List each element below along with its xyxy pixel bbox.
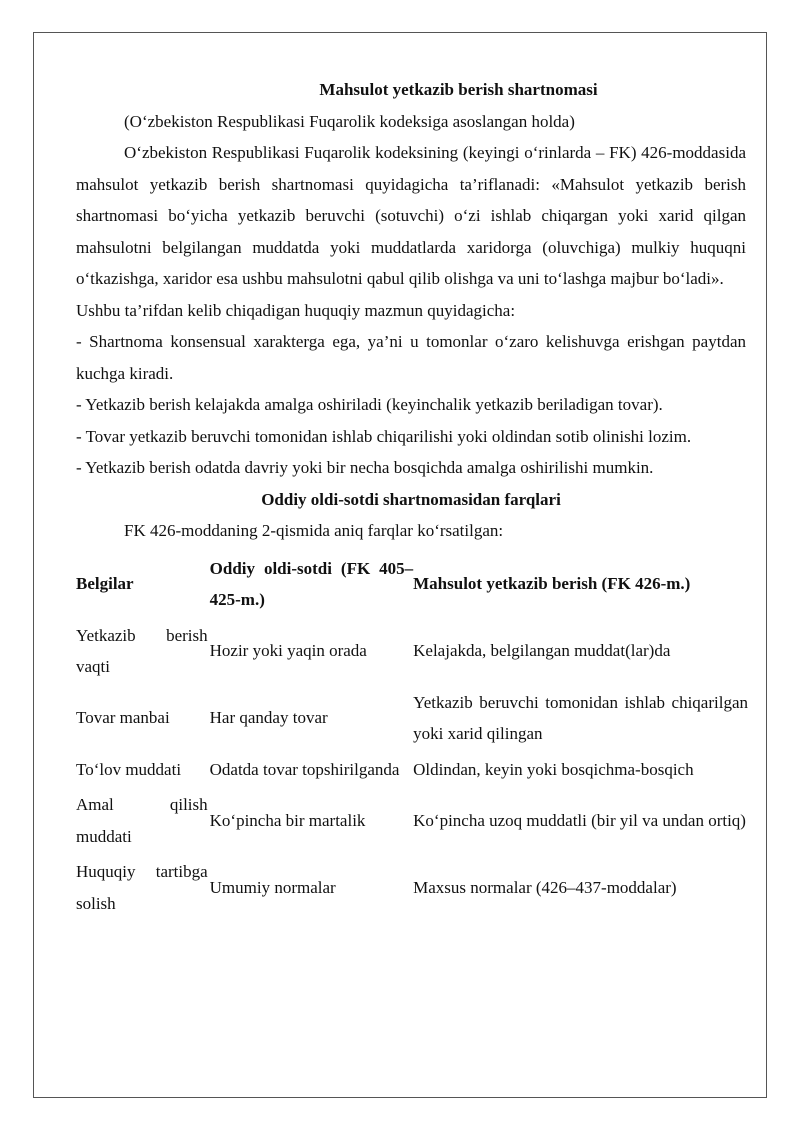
table-header-cell: Belgilar [76,574,134,594]
bullet-item: - Yetkazib berish kelajakda amalga oshiriladi (keyinchalik yetkazib beriladigan tovar). [76,395,663,414]
comparison-table [76,551,748,922]
content-intro: Ushbu ta’rifdan kelib chiqadigan huquqiy mazmun quyidagicha: [76,300,516,320]
table-row [76,618,748,685]
document-title: Mahsulot yetkazib berish shartnomasi [319,80,598,99]
section-intro: FK 426-moddaning 2-qismida aniq farqlar ko‘rsatilgan: [124,521,504,540]
bullet-item: - Tovar yetkazib beruvchi tomonidan ishlab chiqarilishi yoki oldindan sotib olinishi lozim. [76,426,692,446]
table-cell: Hozir yoki yaqin orada [209,641,367,661]
table-cell: Huquqiy tartibga solish [76,862,208,913]
document-subtitle: (O‘zbekiston Respublikasi Fuqarolik kodeksiga asoslangan holda) [124,111,575,131]
bullet-item: - Yetkazib berish odatda davriy yoki bir necha bosqichda amalga oshirilishi mumkin. [76,458,654,477]
table-row [76,787,748,854]
table-cell: Tovar manbai [76,708,170,728]
table-row [76,752,748,788]
document-body [76,74,746,921]
table-cell: Amal qilish muddati [76,795,208,846]
bullet-item: - Shartnoma konsensual xarakterga ega, ya’ni u tomonlar o‘zaro kelishuvga erishgan paytdan kuchga kiradi. [76,332,746,383]
table-cell: Oldindan, keyin yoki bosqichma-bosqich [413,759,694,779]
table-cell: Umumiy normalar [209,877,336,897]
table-cell: Odatda tovar topshirilganda [209,759,400,779]
table-row [76,854,748,921]
table-header-row [76,551,748,618]
table-row [76,685,748,752]
table-header-cell: Oddiy oldi-sotdi (FK 405–425-m.) [209,558,414,609]
table-cell: Maxsus normalar (426–437-moddalar) [413,877,677,897]
section-title: Oddiy oldi-sotdi shartnomasidan farqlari [261,489,561,509]
table-cell: Ko‘pincha bir martalik [209,810,366,830]
intro-paragraph: O‘zbekiston Respublikasi Fuqarolik kodeksining (keyingi o‘rinlarda – FK) 426-moddasida mahsulot yetkazib berish shartnomasi quyidagicha ta’riflanadi: «Mahsulot yetkazib berish shartnomasi bo‘yicha yetkazib beruvchi (sotuvchi) o‘zi ishlab chiqargan yoki xarid qilgan mahsulotni belgilangan muddatda yoki muddatlarda xaridorga (oluvchiga) mulkiy huquqni o‘tkazishga, xaridor esa ushbu mahsulotni qabul qilib olishga va uni to‘lashga majbur bo‘ladi». [76,143,746,288]
table-cell: Ko‘pincha uzoq muddatli (bir yil va undan ortiq) [413,810,746,830]
table-cell: Yetkazib beruvchi tomonidan ishlab chiqarilgan yoki xarid qilingan [413,692,748,743]
table-cell: Kelajakda, belgilangan muddat(lar)da [413,641,671,661]
table-cell: Yetkazib berish vaqti [76,625,208,676]
table-cell: Har qanday tovar [209,708,328,728]
table-cell: To‘lov muddati [76,759,182,779]
table-header-cell: Mahsulot yetkazib berish (FK 426-m.) [413,574,691,594]
